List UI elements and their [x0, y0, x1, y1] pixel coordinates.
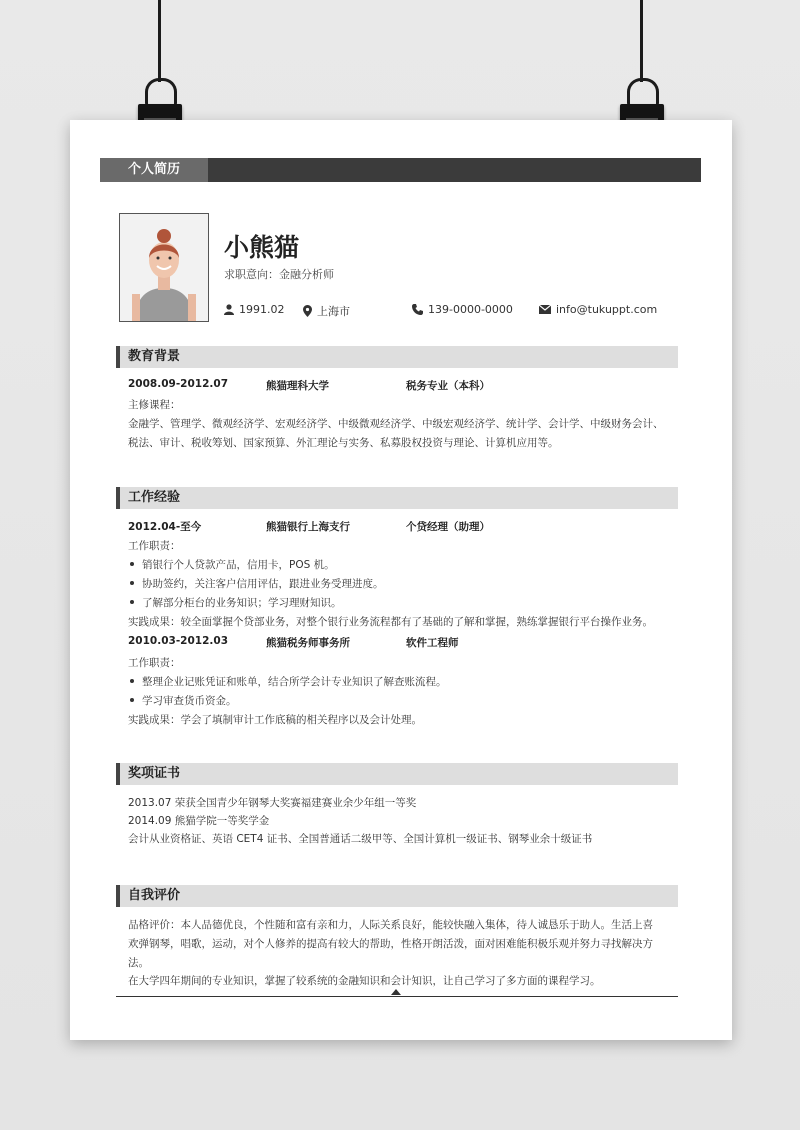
section-education [116, 346, 678, 368]
mail-icon [539, 305, 551, 314]
edu-courses-line-1: 金融学、管理学、微观经济学、宏观经济学、中级微观经济学、中级宏观经济学、统计学、会计学、中级财务会计、 [128, 418, 664, 430]
bullet-icon [130, 600, 134, 604]
edu-courses-line-2: 税法、审计、税收筹划、国家预算、外汇理论与实务、私募股权投资与理论、计算机应用等。 [128, 437, 559, 449]
job-role: 个贷经理（助理） [406, 521, 490, 533]
job-duty: 了解部分柜台的业务知识；学习理财知识。 [142, 597, 342, 609]
edu-period: 2008.09-2012.07 [128, 378, 229, 390]
job-duty: 学习审查货币资金。 [142, 695, 237, 707]
section-title: 奖项证书 [128, 766, 181, 781]
job-duty-label: 工作职责： [128, 657, 181, 669]
self-eval-line: 欢弹钢琴，唱歌，运动，对个人修养的提高有较大的帮助，性格开朗活泼，面对困难能积极乐观并努力寻找解决方 [128, 938, 653, 950]
edu-courses-label: 主修课程： [128, 399, 181, 411]
job-result: 实践成果：较全面掌握个贷部业务，对整个银行业务流程都有了基础的了解和掌握，熟练掌握银行平台操作业务。 [128, 616, 653, 628]
resume-header-label: 个人简历 [100, 158, 208, 182]
job-result: 实践成果：学会了填制审计工作底稿的相关程序以及会计处理。 [128, 714, 422, 726]
job-duty: 销银行个人贷款产品，信用卡，POS 机。 [142, 559, 335, 571]
resume-header-bar [100, 158, 701, 182]
self-eval-line: 在大学四年期间的专业知识，掌握了较系统的金融知识和会计知识，让自己学习了多方面的课程学习。 [128, 975, 601, 987]
job-objective: 求职意向：金融分析师 [224, 268, 334, 281]
edu-school: 熊猫理科大学 [266, 380, 329, 392]
birth-date: 1991.02 [239, 303, 285, 316]
job-period: 2010.03-2012.03 [128, 635, 229, 647]
contact-birth [224, 303, 285, 316]
award-item: 会计从业资格证、英语 CET4 证书、全国普通话二级甲等、全国计算机一级证书、钢琴业余十级证书 [128, 833, 593, 845]
section-title: 自我评价 [128, 888, 181, 903]
self-eval-line: 品格评价：本人品德优良，个性随和富有亲和力，人际关系良好，能较快融入集体，待人诚恳乐于助人。生活上喜 [128, 919, 653, 931]
bullet-icon [130, 562, 134, 566]
bottom-rule [116, 996, 678, 997]
bullet-icon [130, 581, 134, 585]
job-duty-label: 工作职责： [128, 540, 181, 552]
job-company: 熊猫银行上海支行 [266, 521, 350, 533]
location-icon [303, 305, 312, 317]
phone-icon [412, 304, 423, 315]
bullet-icon [130, 679, 134, 683]
user-icon [224, 304, 234, 315]
job-duty: 整理企业记账凭证和账单，结合所学会计专业知识了解查账流程。 [142, 676, 447, 688]
binder-clip-left [134, 0, 186, 140]
candidate-name: 小熊猫 [224, 233, 300, 262]
job-period: 2012.04-至今 [128, 521, 202, 533]
resume-paper [70, 120, 732, 1040]
section-title: 教育背景 [128, 349, 181, 364]
award-item: 2013.07 荣获全国青少年钢琴大奖赛福建赛业余少年组一等奖 [128, 797, 417, 809]
edu-major: 税务专业（本科） [406, 380, 490, 392]
section-awards [116, 763, 678, 785]
section-work [116, 487, 678, 509]
phone-number: 139-0000-0000 [428, 303, 513, 316]
contact-email [539, 303, 657, 316]
email-address: info@tukuppt.com [556, 303, 658, 316]
triangle-marker-icon [391, 989, 401, 995]
bullet-icon [130, 698, 134, 702]
city: 上海市 [317, 305, 350, 318]
contact-city [303, 303, 350, 319]
job-company: 熊猫税务师事务所 [266, 637, 350, 649]
binder-clip-right [616, 0, 668, 140]
self-eval-line: 法。 [128, 957, 149, 969]
job-role: 软件工程师 [406, 637, 459, 649]
section-self-evaluation [116, 885, 678, 907]
section-title: 工作经验 [128, 490, 181, 505]
award-item: 2014.09 熊猫学院一等奖学金 [128, 815, 270, 827]
job-duty: 协助签约，关注客户信用评估，跟进业务受理进度。 [142, 578, 384, 590]
profile-photo [119, 213, 209, 322]
contact-phone [412, 303, 513, 316]
